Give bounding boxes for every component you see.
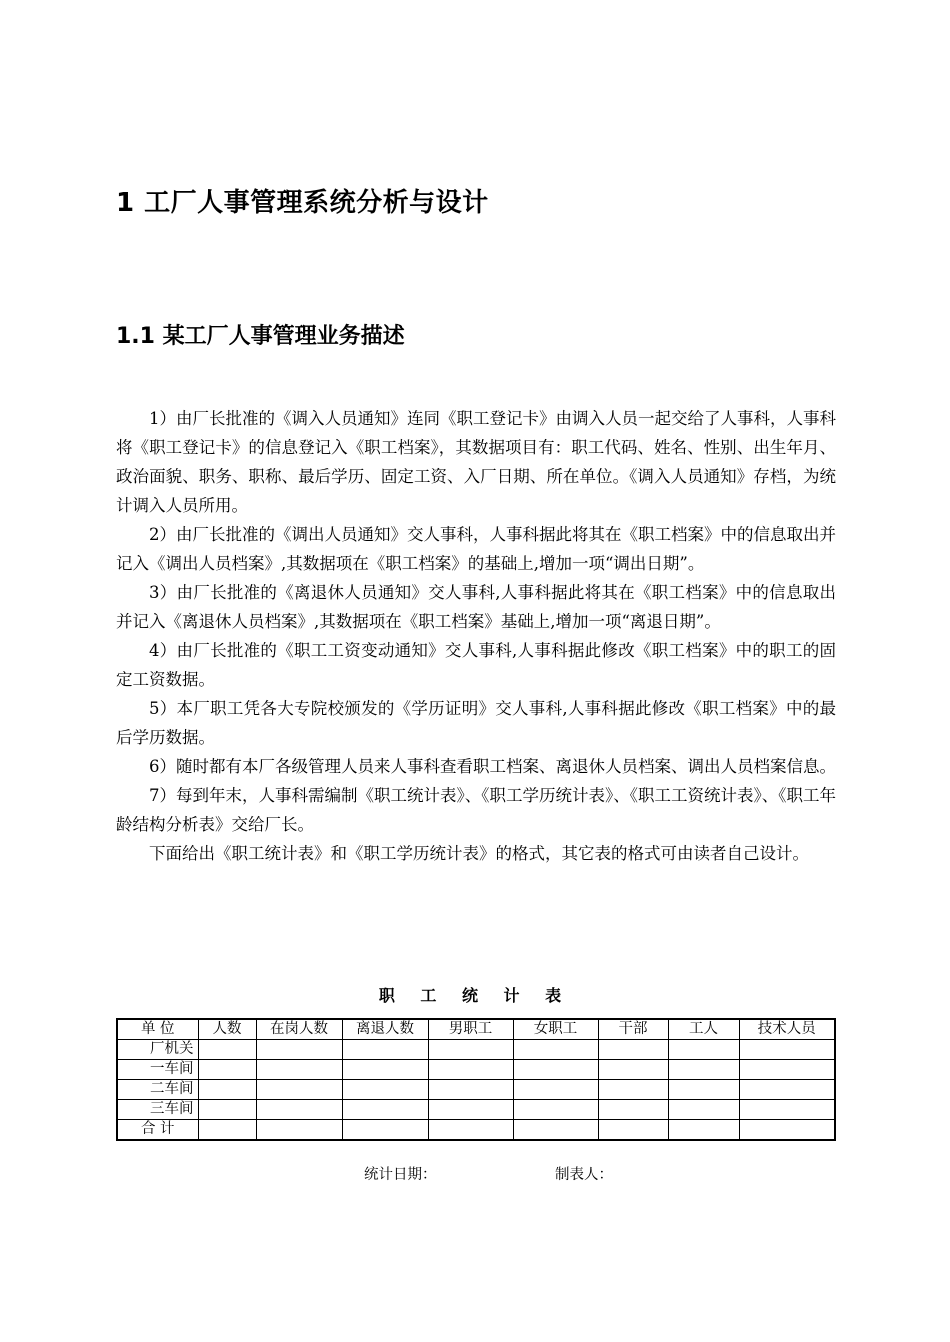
table-cell xyxy=(198,1040,256,1060)
table-title: 职 工 统 计 表 xyxy=(378,986,572,1005)
table-maker-label: 制表人： xyxy=(555,1167,613,1183)
table-cell xyxy=(598,1120,668,1141)
table-cell xyxy=(256,1120,342,1141)
column-header: 在岗人数 xyxy=(256,1019,342,1040)
table-cell xyxy=(668,1100,739,1120)
paragraph-8: 下面给出《职工统计表》和《职工学历统计表》的格式，其它表的格式可由读者自己设计。 xyxy=(149,844,809,863)
table-row xyxy=(117,1120,835,1141)
row-label: 一车间 xyxy=(117,1060,198,1080)
row-label: 厂机关 xyxy=(117,1040,198,1060)
chapter-heading: 1 工厂人事管理系统分析与设计 xyxy=(116,188,489,218)
column-header: 工人 xyxy=(668,1019,739,1040)
table-cell xyxy=(513,1060,598,1080)
table-cell xyxy=(256,1080,342,1100)
table-cell xyxy=(513,1100,598,1120)
column-header: 离退人数 xyxy=(342,1019,428,1040)
table-cell xyxy=(668,1080,739,1100)
column-header: 女职工 xyxy=(513,1019,598,1040)
section-heading: 1.1 某工厂人事管理业务描述 xyxy=(116,324,405,349)
paragraph-5: 5）本厂职工凭各大专院校颁发的《学历证明》交人事科,人事科据此修改《职工档案》中的最后学历数据。 xyxy=(116,699,836,747)
table-cell xyxy=(598,1060,668,1080)
paragraph-7: 7）每到年末，人事科需编制《职工统计表》、《职工学历统计表》、《职工工资统计表》、《职工年龄结构分析表》交给厂长。 xyxy=(116,786,836,834)
table-cell xyxy=(668,1040,739,1060)
table-row xyxy=(117,1040,835,1060)
table-cell xyxy=(342,1120,428,1141)
paragraph-6: 6）随时都有本厂各级管理人员来人事科查看职工档案、离退休人员档案、调出人员档案信息。 xyxy=(149,757,836,776)
table-cell xyxy=(513,1040,598,1060)
column-header: 男职工 xyxy=(428,1019,513,1040)
paragraph-2: 2）由厂长批准的《调出人员通知》交人事科，人事科据此将其在《职工档案》中的信息取出并记入《调出人员档案》,其数据项在《职工档案》的基础上,增加一项“调出日期”。 xyxy=(116,525,836,573)
table-cell xyxy=(428,1080,513,1100)
table-row xyxy=(117,1060,835,1080)
table-cell xyxy=(342,1100,428,1120)
table-cell xyxy=(668,1060,739,1080)
table-cell xyxy=(256,1100,342,1120)
table-cell xyxy=(668,1120,739,1141)
paragraph-3: 3）由厂长批准的《离退休人员通知》交人事科,人事科据此将其在《职工档案》中的信息取出并记入《离退休人员档案》,其数据项在《职工档案》基础上,增加一项“离退日期”。 xyxy=(116,583,836,631)
statistics-date-label: 统计日期： xyxy=(364,1167,437,1183)
table-cell xyxy=(598,1100,668,1120)
column-header: 技术人员 xyxy=(739,1019,835,1040)
table-cell xyxy=(598,1080,668,1100)
table-cell xyxy=(428,1100,513,1120)
table-cell xyxy=(428,1120,513,1141)
table-cell xyxy=(342,1080,428,1100)
column-header: 人数 xyxy=(198,1019,256,1040)
table-cell xyxy=(513,1080,598,1100)
row-label: 合 计 xyxy=(117,1120,198,1141)
table-row xyxy=(117,1080,835,1100)
table-cell xyxy=(198,1120,256,1141)
column-header: 单 位 xyxy=(117,1019,198,1040)
body-text xyxy=(116,404,836,868)
staff-statistics-table xyxy=(116,1018,836,1141)
table-cell xyxy=(739,1100,835,1120)
row-label: 三车间 xyxy=(117,1100,198,1120)
table-cell xyxy=(198,1060,256,1080)
row-label: 二车间 xyxy=(117,1080,198,1100)
paragraph-4: 4）由厂长批准的《职工工资变动通知》交人事科,人事科据此修改《职工档案》中的职工的固定工资数据。 xyxy=(116,641,836,689)
table-cell xyxy=(256,1040,342,1060)
table-row xyxy=(117,1100,835,1120)
table-cell xyxy=(739,1060,835,1080)
table-cell xyxy=(428,1060,513,1080)
table-cell xyxy=(428,1040,513,1060)
table-cell xyxy=(739,1120,835,1141)
table-cell xyxy=(598,1040,668,1060)
table-cell xyxy=(739,1080,835,1100)
table-cell xyxy=(342,1040,428,1060)
table-header-row xyxy=(117,1019,835,1040)
paragraph-1: 1）由厂长批准的《调入人员通知》连同《职工登记卡》由调入人员一起交给了人事科，人事科将《职工登记卡》的信息登记入《职工档案》，其数据项目有：职工代码、姓名、性别、出生年月、政治面貌、职务、职称、最后学历、固定工资、入厂日期、所在单位。《调入人员通知》存档，为统计调入人员所用。 xyxy=(116,409,836,515)
table-cell xyxy=(739,1040,835,1060)
table-cell xyxy=(198,1080,256,1100)
table-cell xyxy=(342,1060,428,1080)
column-header: 干部 xyxy=(598,1019,668,1040)
table-cell xyxy=(198,1100,256,1120)
table-cell xyxy=(513,1120,598,1141)
table-cell xyxy=(256,1060,342,1080)
